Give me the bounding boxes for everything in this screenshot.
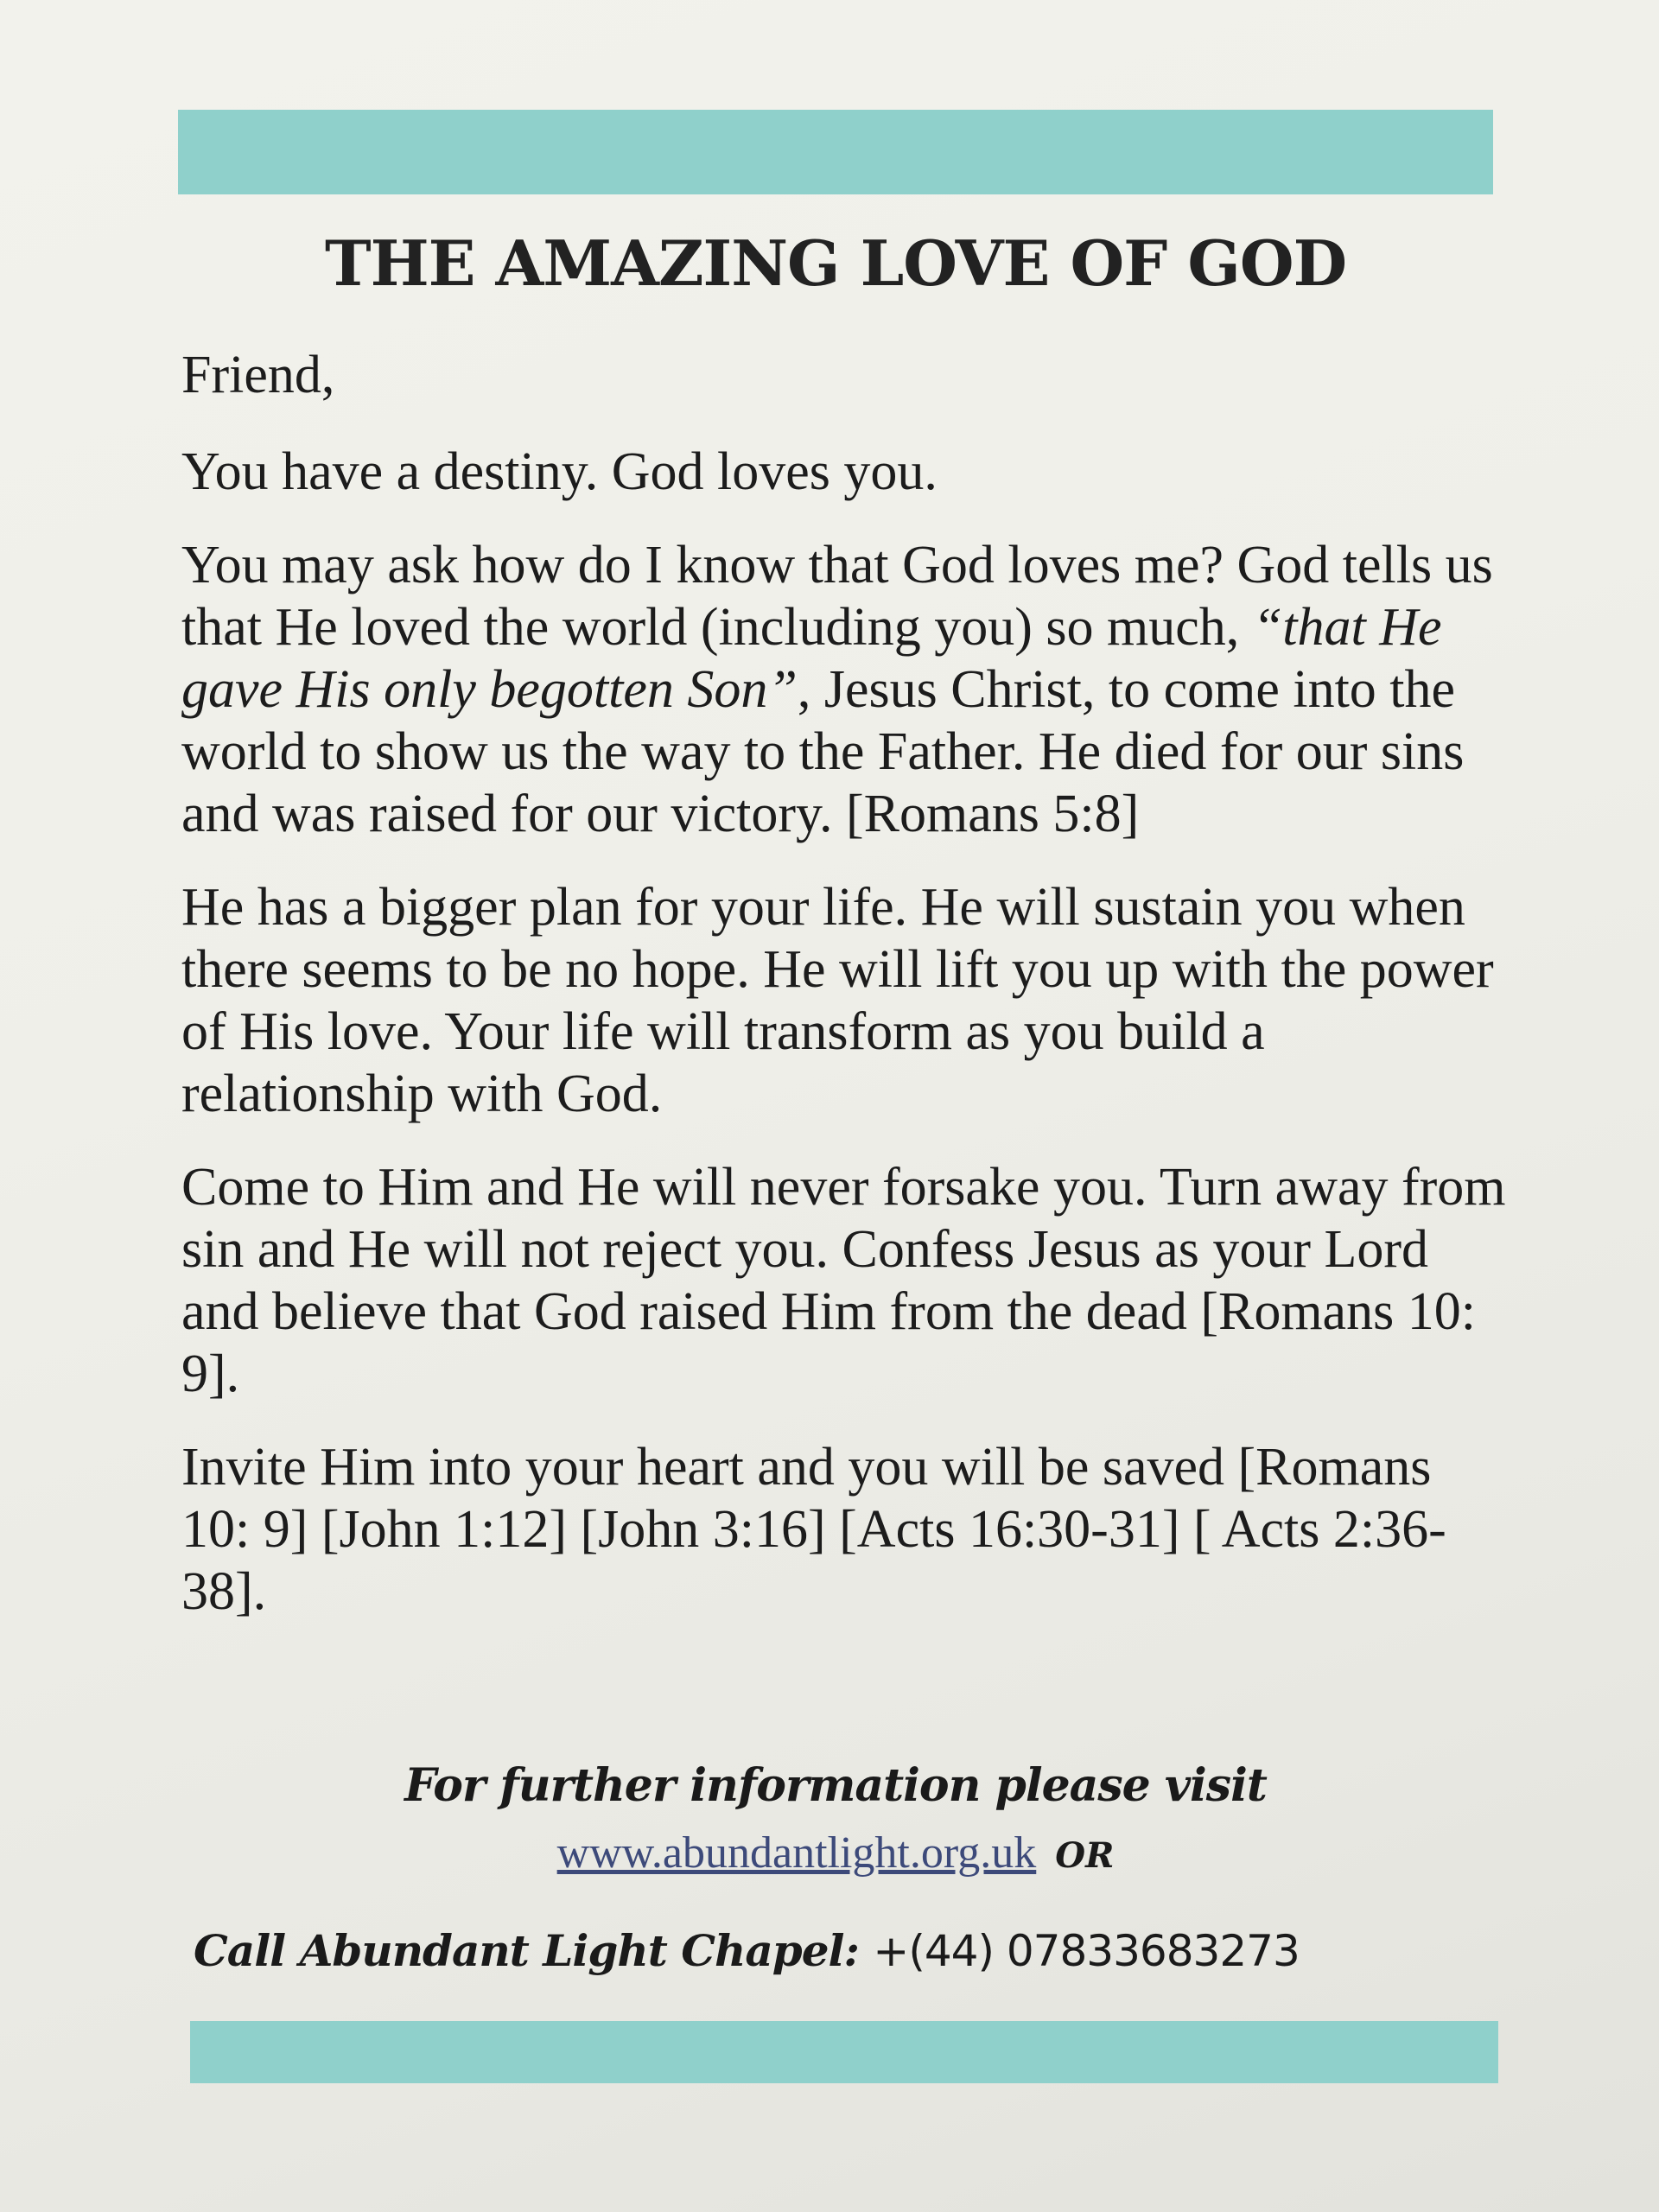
letter-body xyxy=(181,344,1512,1654)
contact-footer xyxy=(178,1759,1493,1976)
phone-number[interactable]: +(44) 07833683273 xyxy=(873,1926,1300,1976)
or-text: OR xyxy=(1055,1835,1115,1876)
top-accent-bar xyxy=(178,110,1493,194)
paragraph-invite: Invite Him into your heart and you will be saved [Romans 10: 9] [John 1:12] [John 3:16] [Acts 16:30-31] [ Acts 2:36-38]. xyxy=(181,1438,1446,1621)
paragraph-destiny: You have a destiny. God loves you. xyxy=(181,442,938,501)
bottom-accent-bar xyxy=(190,2021,1498,2083)
paragraph-love-text-1: You may ask how do I know that God loves me? God tells us that He loved the world (including you) so much, xyxy=(181,536,1493,657)
url-line xyxy=(178,1827,1493,1878)
paragraph-love-of-god xyxy=(181,534,1512,845)
paragraph-come-to-him: Come to Him and He will never forsake you. Turn away from sin and He will not reject you. Confess Jesus as your Lord and believe that God raised Him from the dead [Romans 10: 9]. xyxy=(181,1158,1506,1403)
website-link[interactable]: www.abundantlight.org.uk xyxy=(556,1828,1037,1878)
visit-text: For further information please visit xyxy=(404,1759,1267,1812)
scripture-quote: “that He gave His only begotten Son” xyxy=(181,598,1442,719)
call-label: Call Abundant Light Chapel: xyxy=(194,1925,859,1976)
greeting: Friend, xyxy=(181,346,335,404)
card-title: THE AMAZING LOVE OF GOD xyxy=(324,226,1346,300)
paragraph-bigger-plan: He has a bigger plan for your life. He will sustain you when there seems to be no hope. He will lift you up with the power of His love. Your life will transform as you build a relationship with God. xyxy=(181,878,1494,1123)
paragraph-love-text-2: , Jesus Christ, to come into the world to show us the way to the Father. He died for our sins and was raised for our victory. [Romans 5:8] xyxy=(181,660,1465,843)
call-line xyxy=(194,1925,1493,1976)
